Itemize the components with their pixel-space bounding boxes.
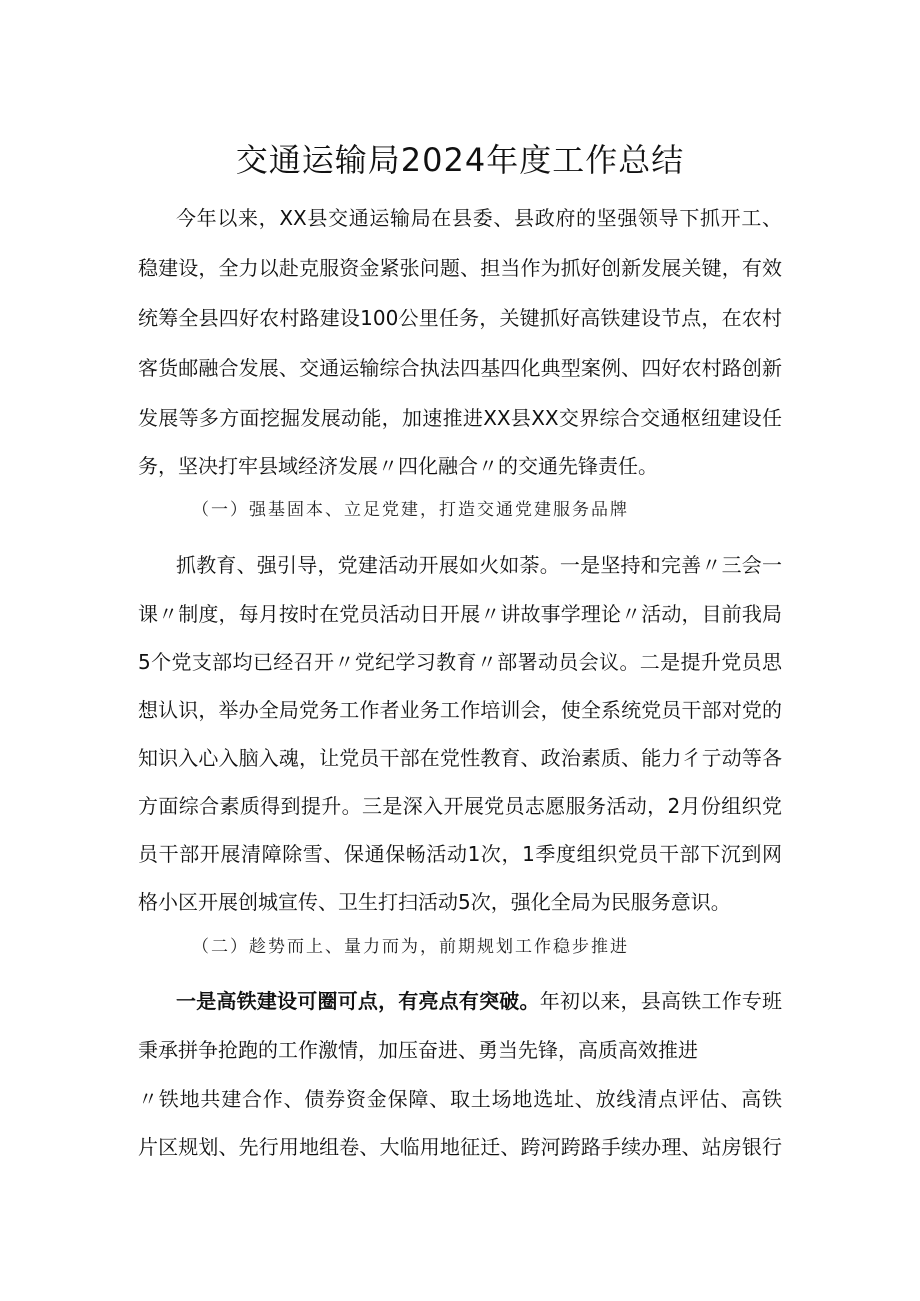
section-1-line-6: 方面综合素质得到提升。三是深入开展党员志愿服务活动，2月份组织党 [138, 794, 782, 818]
section-1-line-5: 知识入心入脑入魂，让党员干部在党性教育、政治素质、能力彳亍动等各 [138, 746, 782, 770]
section-2-heading: （二）趁势而上、量力而为，前期规划工作稳步推进 [192, 937, 629, 957]
section-1-heading: （一）强基固本、立足党建，打造交通党建服务品牌 [192, 500, 629, 520]
section-1-line-2: 课〃制度，每月按时在党员活动日开展〃讲故事学理论〃活动，目前我局 [138, 602, 782, 626]
intro-line-3: 统筹全县四好农村路建设100公里任务，关键抓好高铁建设节点，在农村 [138, 306, 782, 330]
section-2-lead-bold: 一是高铁建设可圈可点，有亮点有突破。 [176, 989, 540, 1013]
section-1-line-1: 抓教育、强引导，党建活动开展如火如荼。一是坚持和完善〃三会一 [176, 553, 782, 577]
section-2-lead-rest: 年初以来，县高铁工作专班 [539, 989, 782, 1013]
section-2-line-3: 〃铁地共建合作、债券资金保障、取土场地选址、放线清点评估、高铁 [138, 1087, 782, 1111]
section-1-line-8: 格小区开展创城宣传、卫生打扫活动5次，强化全局为民服务意识。 [138, 890, 731, 914]
document-title: 交通运输局2024年度工作总结 [235, 141, 685, 179]
section-1-line-7: 员干部开展清障除雪、保通保畅活动1次，1季度组织党员干部下沉到网 [138, 842, 782, 866]
section-1-line-4: 想认识，举办全局党务工作者业务工作培训会，使全系统党员干部对党的 [138, 698, 782, 722]
section-2-line-2: 秉承拼争抢跑的工作激情，加压奋进、勇当先锋，高质高效推进 [138, 1038, 698, 1062]
intro-line-2: 稳建设，全力以赴克服资金紧张问题、担当作为抓好创新发展关键，有效 [138, 256, 782, 280]
intro-line-1: 今年以来，XX县交通运输局在县委、县政府的坚强领导下抓开工、 [176, 206, 782, 230]
intro-line-5: 发展等多方面挖掘发展动能，加速推进XX县XX交界综合交通枢纽建设任 [138, 406, 782, 430]
section-2-line-1 [176, 986, 782, 1016]
section-2-line-4: 片区规划、先行用地组卷、大临用地征迁、跨河跨路手续办理、站房银行 [138, 1135, 782, 1159]
intro-line-4: 客货邮融合发展、交通运输综合执法四基四化典型案例、四好农村路创新 [138, 356, 782, 380]
section-1-line-3: 5个党支部均已经召开〃党纪学习教育〃部署动员会议。二是提升党员思 [138, 650, 782, 674]
intro-line-6: 务，坚决打牢县域经济发展〃四化融合〃的交通先锋责任。 [138, 454, 658, 478]
